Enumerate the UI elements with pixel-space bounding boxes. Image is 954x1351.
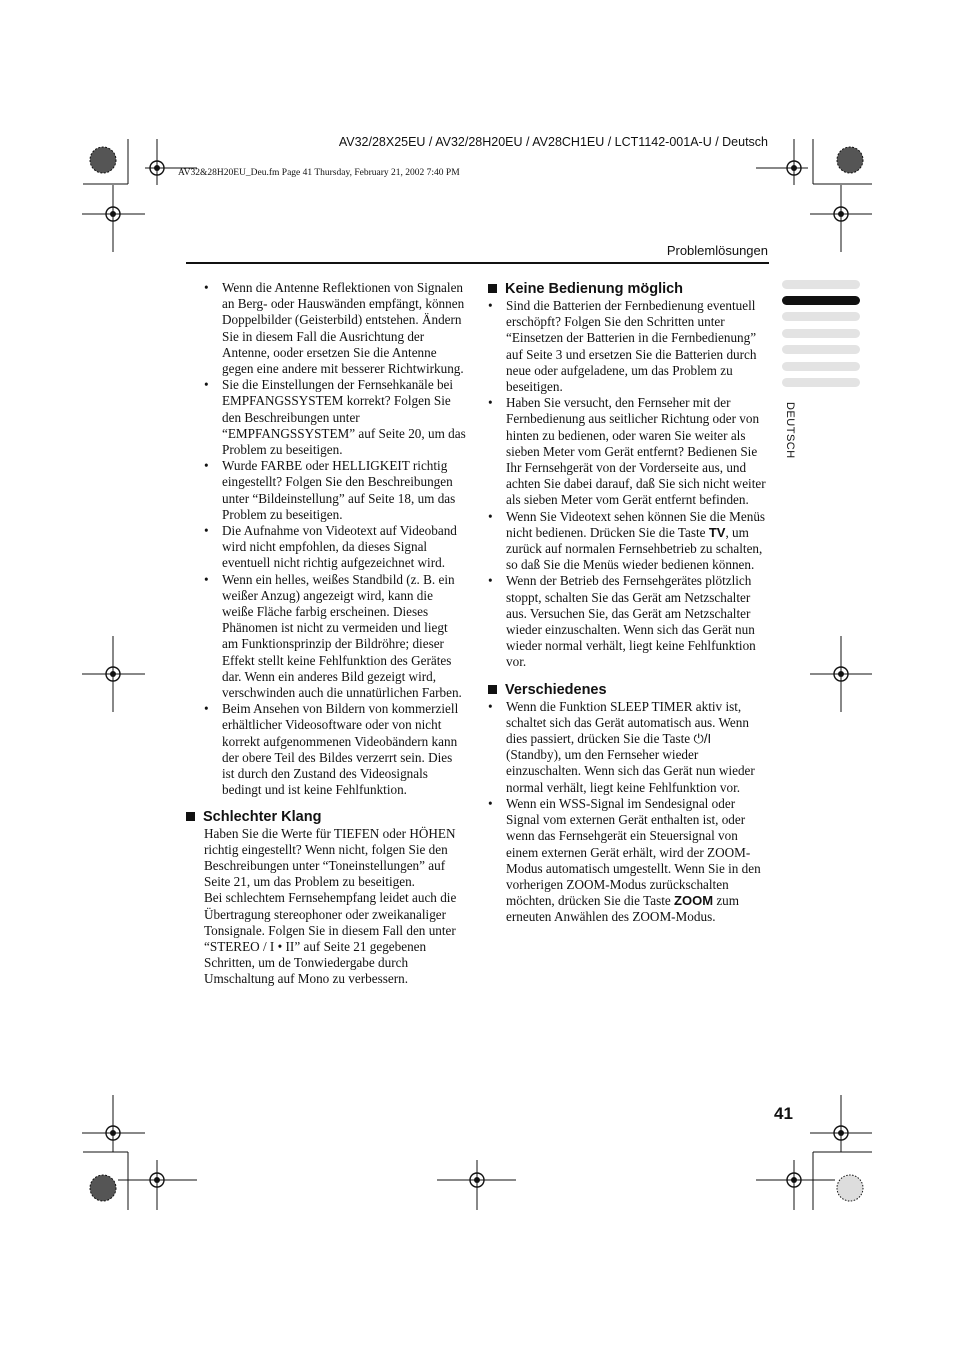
sleep-text: (Standby), um den Fernseher wieder einzuschalten. Wenn sich das Gerät nun wieder normal verhält, liegt keine Fehlfunktion vor. — [506, 747, 755, 795]
wss-text: Wenn ein WSS-Signal im Sendesignal oder Signal vom externen Gerät enthalten ist, oder wenn das Fernsehgerät ein Steuersignal von einem externen Gerät erhält, wird der ZOOM-Modus automatisch umgestellt. Wenn Sie in den vorherigen ZOOM-Modus zurückschalten möchten, drücken Sie die Taste — [506, 795, 761, 909]
language-label: DEUTSCH — [784, 402, 796, 459]
wss-text: zum erneuten Anwählen des ZOOM-Modus. — [506, 893, 740, 925]
language-tab — [782, 345, 860, 354]
teletext-text: Wenn Sie Videotext sehen können Sie die Menüs nicht bedienen. Drücken Sie die Taste — [506, 508, 766, 540]
list-item — [488, 699, 769, 796]
sound-paragraph: Bei schlechtem Fernsehempfang leidet auch die Übertragung stereophoner oder zweikanaliger Tonsignale. Folgen Sie in diesem Fall den unter “STEREO / I • II” auf Seite 21 gegebenen Schritten, um de Tonwiedergabe durch Umschaltung auf Mono zu verbessern. — [204, 890, 457, 987]
list-item: • Wurde FARBE oder HELLIGKEIT richtig eingestellt? Folgen Sie den Beschreibungen unter “Bildeinstellung” auf Seite 18, um das Problem zu beseitigen. — [204, 458, 466, 523]
page-number: 41 — [774, 1104, 793, 1123]
square-bullet-icon — [488, 685, 497, 694]
section-title: Problemlösungen — [666, 243, 768, 258]
list-item: • Wenn ein helles, weißes Standbild (z. B. ein weißer Anzug) angezeigt wird, kann die weiße Fläche farbig erscheinen. Dieses Phänomen ist nicht zu vermeiden und liegt am Funktionsprinzip der Bildröhre; dieser Effekt stellt keine Fehlfunktion des Gerätes dar. Wenn ein anderes Bild gezeigt wird, verschwinden auch die unnatürlichen Farben. — [204, 572, 466, 702]
square-bullet-icon — [488, 284, 497, 293]
file-info-line: AV32&28H20EU_Deu.fm Page 41 Thursday, February 21, 2002 7:40 PM — [178, 168, 460, 178]
list-item: • Haben Sie versucht, den Fernseher mit der Fernbedienung aus seitlicher Richtung oder von hinten zu bedienen, oder waren Sie weiter als sieben Meter vom Gerät entfernt? Bedienen Sie Ihr Fernsehgerät von der Vorderseite aus, und achten Sie dabei darauf, daß Sie sich nicht weiter als sieben Meter vom Gerät entfernt befinden. — [488, 395, 769, 508]
right-column — [488, 280, 769, 926]
language-tab — [782, 378, 860, 387]
standby-key-label: ⏻/I — [693, 731, 712, 747]
sleep-text: Wenn die Funktion SLEEP TIMER aktiv ist, schaltet sich das Gerät automatisch aus. Wenn dies passiert, drücken Sie die Taste — [506, 698, 749, 747]
misc-heading — [488, 681, 769, 699]
language-tab — [782, 312, 860, 321]
no-operation-heading — [488, 280, 769, 298]
no-operation-list — [488, 298, 769, 671]
list-item: • Sie die Einstellungen der Fernsehkanäle bei EMPFANGSSYSTEM korrekt? Folgen Sie den Beschreibungen unter “EMPFANGSSYSTEM” auf Seite 20, um das Problem zu beseitigen. — [204, 377, 466, 458]
picture-tips-list — [204, 280, 466, 799]
list-item: • Wenn der Betrieb des Fernsehgerätes plötzlich stoppt, schalten Sie das Gerät am Netzschalter aus. Versuchen Sie, das Gerät am Netzschalter wieder einzuschalten. Wenn sich das Gerät nun wieder normal verhält, liegt keine Fehlfunktion vor. — [488, 573, 769, 670]
misc-list — [488, 699, 769, 926]
language-tab — [782, 329, 860, 338]
sound-heading — [186, 808, 466, 826]
no-operation-heading-text: Keine Bedienung möglich — [505, 281, 684, 297]
list-item: • Sind die Batterien der Fernbedienung eventuell erschöpft? Folgen Sie den Schritten unter “Einsetzen der Batterien in die Fernbedienung” auf Seite 3 und ersetzen Sie die Batterien durch neue oder aufgeladene, um das Problem zu beseitigen. — [488, 298, 769, 395]
left-column — [204, 280, 466, 988]
list-item — [488, 796, 769, 926]
header-rule — [186, 262, 769, 264]
tv-key-label: TV — [708, 524, 726, 540]
language-tab — [782, 362, 860, 371]
list-item — [488, 509, 769, 574]
teletext-text: , um zurück auf normalen Fernsehbetrieb zu schalten, so daß Sie die Menüs wieder bedienen können. — [506, 524, 763, 573]
misc-heading-text: Verschiedenes — [505, 681, 607, 698]
sound-paragraph: Haben Sie die Werte für TIEFEN oder HÖHEN richtig eingestellt? Wenn nicht, folgen Sie den Beschreibungen unter “Toneinstellungen” auf Seite 21, um das Problem zu beseitigen. — [204, 825, 456, 890]
model-line: AV32/28X25EU / AV32/28H20EU / AV28CH1EU / LCT1142-001A-U / Deutsch — [338, 135, 768, 149]
language-tab — [782, 280, 860, 289]
sound-heading-text: Schlechter Klang — [203, 808, 322, 825]
language-tab-active — [782, 296, 860, 305]
misc-section — [488, 681, 769, 926]
zoom-key-label: ZOOM — [674, 893, 714, 909]
list-item: • Wenn die Antenne Reflektionen von Signalen an Berg- oder Hauswänden empfängt, können Doppelbilder (Geisterbild) entstehen. Ändern Sie in diesem Fall die Ausrichtung der Antenne, ooder ersetzen Sie die Antenne gegen eine andere mit besserer Richtwirkung. — [204, 280, 466, 377]
sound-section — [186, 808, 466, 988]
list-item: • Beim Ansehen von Bildern von kommerziell erhältlicher Videosoftware oder von nicht korrekt aufgenommenen Videobändern kann der obere Teil des Bildes verzerrt sein. Dies ist durch den Zustand des Videosignals bedingt und ist keine Fehlfunktion. — [204, 701, 466, 798]
list-item: • Die Aufnahme von Videotext auf Videoband wird nicht empfohlen, da dieses Signal eventuell nicht richtig aufgezeichnet wird. — [204, 523, 466, 572]
square-bullet-icon — [186, 812, 195, 821]
